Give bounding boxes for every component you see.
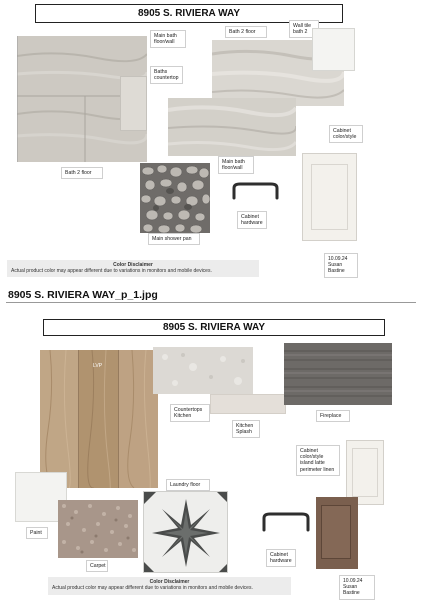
page2-title: 8905 S. RIVIERA WAY [43, 319, 385, 336]
countertops-kitchen-swatch [153, 347, 253, 394]
date: 10.09.24 [328, 256, 348, 262]
label-kitchen-splash: Kitchen Splash [232, 420, 260, 438]
designer: Susan Bastine [328, 262, 345, 275]
wall-tile-bath2-swatch [312, 28, 355, 71]
color-disclaimer-2 [48, 577, 291, 595]
label-cabinet-color-style-2: Cabinet color/style island latte perimeter linen [296, 445, 340, 476]
label-carpet: Carpet [86, 560, 108, 572]
shower-pan-pebble-swatch [140, 163, 210, 233]
color-disclaimer [7, 260, 259, 277]
carpet-swatch [58, 500, 138, 558]
label-countertops-kitchen: Countertops Kitchen [170, 404, 210, 422]
disclaimer-text-2: Actual product color may appear different due to variations in monitors and mobile devices. [52, 585, 253, 591]
label-cabinet-color-style: Cabinet color/style [329, 125, 363, 143]
disclaimer-text: Actual product color may appear different due to variations in monitors and mobile devices. [11, 268, 212, 274]
fireplace-stone-swatch [284, 343, 392, 405]
cabinet-latte-door-swatch [316, 497, 358, 569]
label-main-bath-floor-wall-2: Main bath floor/wall [218, 156, 254, 174]
label-bath2-floor-bottom: Bath 2 floor [61, 167, 103, 179]
label-cabinet-hardware-2: Cabinet hardware [266, 549, 296, 567]
laundry-floor-star-tile-swatch [143, 491, 228, 573]
label-cabinet-hardware: Cabinet hardware [237, 211, 267, 229]
label-baths-countertop: Baths countertop [150, 66, 183, 84]
kitchen-splash-swatch [210, 394, 286, 414]
file-caption: 8905 S. RIVIERA WAY_p_1.jpg [8, 289, 158, 301]
main-bath-tile-swatch-2 [168, 98, 296, 156]
label-main-bath-floor-wall: Main bath floor/wall [150, 30, 186, 48]
label-lvp: LVP [93, 363, 103, 369]
date-2: 10.09.24 [343, 578, 363, 584]
cabinet-hardware-pull-icon [228, 178, 283, 206]
page1-title: 8905 S. RIVIERA WAY [35, 4, 343, 23]
label-fireplace: Fireplace [316, 410, 350, 422]
baths-countertop-swatch [120, 76, 147, 131]
label-main-shower-pan: Main shower pan [148, 233, 200, 245]
lvp-swatch [40, 350, 158, 488]
divider [6, 302, 416, 303]
disclaimer-title-2: Color Disclaimer [149, 579, 190, 585]
label-wall-tile-bath2: Wall tile bath 2 [289, 20, 319, 38]
disclaimer-title: Color Disclaimer [113, 262, 153, 268]
cabinet-door-swatch [302, 153, 357, 241]
date-designer-box-2 [339, 575, 375, 600]
label-laundry-floor: Laundry floor [166, 479, 210, 491]
cabinet-hardware-pull-icon-2 [258, 508, 314, 538]
date-designer-box [324, 253, 358, 278]
designer-2: Susan Bastine [343, 584, 360, 597]
label-paint: Paint [26, 527, 48, 539]
label-bath2-floor-top: Bath 2 floor [225, 26, 267, 38]
cabinet-linen-door-swatch [346, 440, 384, 505]
